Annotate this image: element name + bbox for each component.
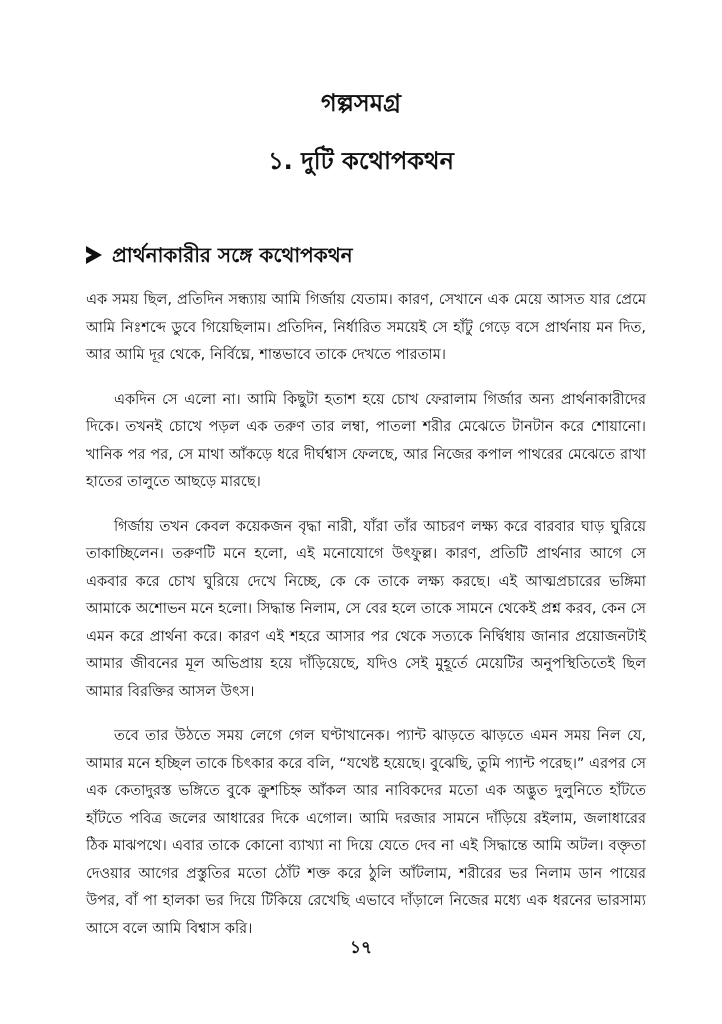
paragraph-4: তবে তার উঠতে সময় লেগে গেল ঘণ্টাখানেক। প্যান্ট ঝাড়তে ঝাড়তে এমন সময় নিল যে, আমার মনে হচ্ছিল তাকে চিৎকার করে বলি, “যথেষ্ট হয়েছে। বুঝেছি, তুমি প্যান্ট পরেছ।” এরপর সে এক কেতাদুরস্ত ভঙ্গিতে বুকে ক্রুশচিহ্ন আঁকল আর নাবিকদের মতো এক অদ্ভুত দুলুনিতে হাঁটতে হাঁটতে পবিত্র জলের আধারের দিকে এগোল। আমি দরজার সামনে দাঁড়িয়ে রইলাম, জলাধারের ঠিক মাঝপথে। এবার তাকে কোনো ব্যাখ্যা না দিয়ে যেতে দেব না এই সিদ্ধান্তে আমি অটল। বক্তৃতা দেওয়ার আগের প্রস্তুতির মতো ঠোঁট শক্ত করে ঠুলি আঁটলাম, শরীরের ভর নিলাম ডান পায়ের উপর, বাঁ পা হালকা ভর দিয়ে টিকিয়ে রেখেছি এভাবে দাঁড়ালে নিজের মধ্যে এক ধরনের ভারসাম্য আসে বলে আমি বিশ্বাস করি। (86, 728, 646, 937)
page-number: ১৭ (349, 938, 373, 958)
body-text (86, 287, 646, 960)
section-heading-text: প্রার্থনাকারীর সঙ্গে কথোপকথন (112, 243, 353, 267)
arrow-bullet-icon (86, 246, 102, 264)
paragraph-2: একদিন সে এলো না। আমি কিছুটা হতাশ হয়ে চোখ ফেরালাম গির্জার অন্য প্রার্থনাকারীদের দিকে। তখনই চোখে পড়ল এক তরুণ তার লম্বা, পাতলা শরীর মেঝেতে টানটান করে শোয়ানো। খানিক পর পর, সে মাথা আঁকড়ে ধরে দীর্ঘশ্বাস ফেলছে, আর নিজের কপাল পাথরের মেঝেতে রাখা হাতের তালুতে আছড়ে মারছে। (86, 391, 646, 490)
chapter-title: ১. দুটি কথোপকথন (268, 147, 454, 175)
section-heading (86, 241, 646, 269)
book-title: গল্পসমগ্র (320, 89, 402, 117)
paragraph-1: এক সময় ছিল, প্রতিদিন সন্ধ্যায় আমি গির্জায় যেতাম। কারণ, সেখানে এক মেয়ে আসত যার প্রেমে আমি নিঃশব্দে ডুবে গিয়েছিলাম। প্রতিদিন, নির্ধারিত সময়েই সে হাঁটু গেড়ে বসে প্রার্থনায় মন দিত, আর আমি দূর থেকে, নির্বিঘ্নে, শান্তভাবে তাকে দেখতে পারতাম। (86, 292, 646, 363)
paragraph-3: গির্জায় তখন কেবল কয়েকজন বৃদ্ধা নারী, যাঁরা তাঁর আচরণ লক্ষ্য করে বারবার ঘাড় ঘুরিয়ে তাকাচ্ছিলেন। তরুণটি মনে হলো, এই মনোযোগে উৎফুল্ল। কারণ, প্রতিটি প্রার্থনার আগে সে একবার করে চোখ ঘুরিয়ে দেখে নিচ্ছে, কে কে তাকে লক্ষ্য করছে। এই আত্মপ্রচারের ভঙ্গিমা আমাকে অশোভন মনে হলো। সিদ্ধান্ত নিলাম, সে বের হলে তাকে সামনে থেকেই প্রশ্ন করব, কেন সে এমন করে প্রার্থনা করে। কারণ এই শহরে আসার পর থেকে সত্যকে নির্দ্বিধায় জানার প্রয়োজনটাই আমার জীবনের মূল অভিপ্রায় হয়ে দাঁড়িয়েছে, যদিও সেই মুহূর্তে মেয়েটির অনুপস্থিতিতেই ছিল আমার বিরক্তির আসল উৎস। (86, 518, 646, 700)
